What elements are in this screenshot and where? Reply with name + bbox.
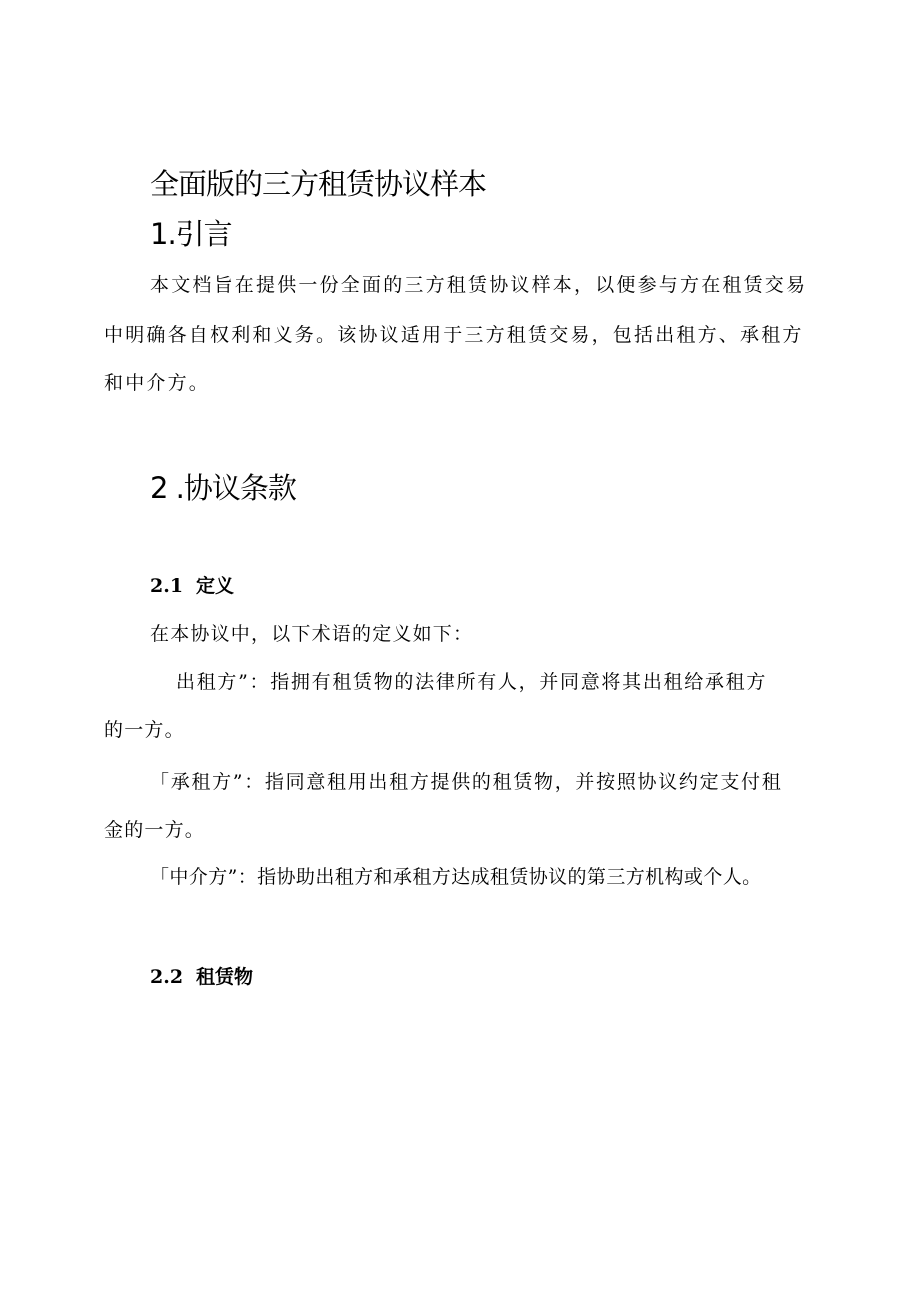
subsection-2-2-number: 2.2 bbox=[150, 966, 184, 988]
definition-agent-line-1: 「中介方”：指协助出租方和承租方达成租赁协议的第三方机构或个人。 bbox=[150, 866, 762, 888]
section-2-heading: 2 .协议条款 bbox=[150, 471, 296, 505]
definition-lessee-line-1: 「承租方”：指同意租用出租方提供的租赁物，并按照协议约定支付租 bbox=[150, 771, 783, 793]
definition-lessor-line-2: 的一方。 bbox=[104, 719, 185, 741]
subsection-2-2-heading bbox=[150, 962, 253, 989]
definition-lessor-line-1: 出租方”：指拥有租赁物的法律所有人，并同意将其出租给承租方 bbox=[176, 671, 768, 693]
section-1-paragraph-line-3: 和中介方。 bbox=[104, 372, 211, 394]
subsection-2-1-number: 2.1 bbox=[150, 575, 184, 597]
document-title: 全面版的三方租赁协议样本 bbox=[150, 167, 487, 201]
definitions-intro: 在本协议中，以下术语的定义如下： bbox=[150, 623, 474, 645]
subsection-2-1-title: 定义 bbox=[196, 575, 235, 597]
section-1-heading: 1.引言 bbox=[150, 217, 232, 251]
section-1-paragraph-line-1: 本文档旨在提供一份全面的三方租赁协议样本，以便参与方在租赁交易 bbox=[150, 274, 808, 296]
definition-lessee-line-2: 金的一方。 bbox=[104, 819, 206, 841]
subsection-2-1-heading bbox=[150, 571, 234, 598]
subsection-2-2-title: 租赁物 bbox=[196, 966, 254, 988]
section-1-paragraph-line-2: 中明确各自权利和义务。该协议适用于三方租赁交易，包括出租方、承租方 bbox=[104, 324, 804, 346]
